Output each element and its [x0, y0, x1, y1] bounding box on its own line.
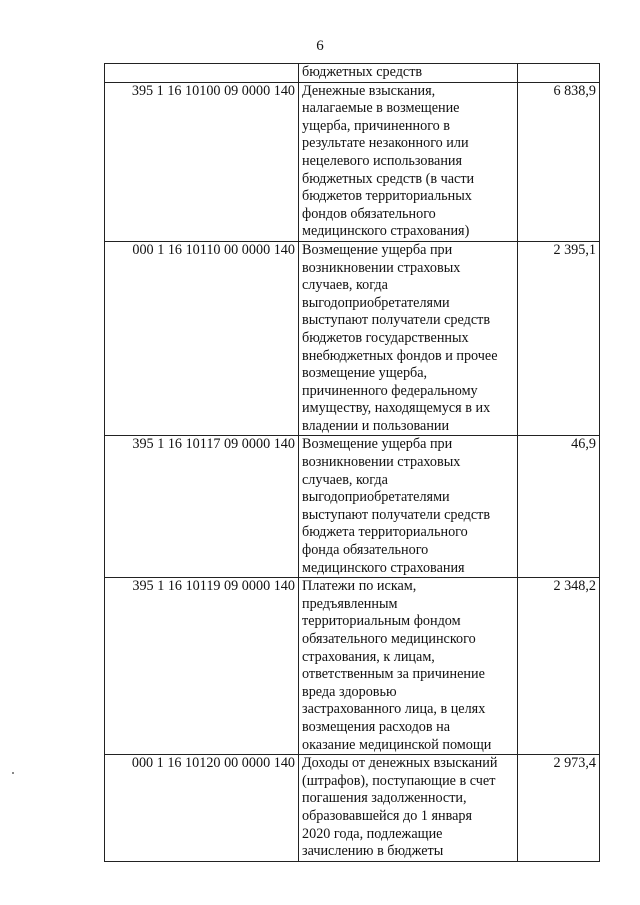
- description-line: вреда здоровью: [302, 683, 397, 700]
- description-cell: [299, 755, 518, 862]
- description-line: фондов обязательного: [302, 205, 436, 222]
- table-row: [105, 241, 600, 436]
- description-line: обязательного медицинского: [302, 631, 476, 647]
- description-cell: [299, 64, 518, 83]
- description-line: Денежные взыскания,: [302, 82, 436, 99]
- budget-code-cell: 395 1 16 10117 09 0000 140: [105, 436, 299, 578]
- table-row: [105, 64, 600, 83]
- amount-cell: 2 973,4: [518, 755, 600, 862]
- description-line: фонда обязательного: [302, 542, 429, 559]
- description-line: возникновении страховых: [302, 454, 461, 471]
- description-cell: [299, 82, 518, 241]
- description-cell: [299, 578, 518, 755]
- description-line: внебюджетных фондов и прочее: [302, 347, 498, 364]
- description-line: предъявленным: [302, 595, 398, 612]
- description-line: выступают получатели средств: [302, 506, 491, 523]
- amount-cell: [518, 64, 600, 83]
- description-line: бюджетов государственных: [302, 329, 469, 346]
- description-line: Платежи по искам,: [302, 578, 417, 595]
- budget-code-cell: [105, 64, 299, 83]
- description-line: бюджетных средств: [302, 64, 423, 80]
- budget-code-cell: 395 1 16 10119 09 0000 140: [105, 578, 299, 755]
- description-line: возмещения расходов на: [302, 718, 451, 735]
- amount-cell: 2 348,2: [518, 578, 600, 755]
- budget-code-cell: 395 1 16 10100 09 0000 140: [105, 82, 299, 241]
- table-row: [105, 82, 600, 241]
- description-cell: [299, 436, 518, 578]
- description-line: бюджета территориального: [302, 524, 468, 541]
- description-line: оказание медицинской помощи: [302, 736, 492, 753]
- revenue-table: [104, 63, 600, 862]
- table-row: [105, 436, 600, 578]
- description-line: причиненного федеральному: [302, 382, 478, 399]
- description-line: медицинского страхования: [302, 559, 465, 576]
- description-line: ущерба, причиненного в: [302, 117, 450, 134]
- scan-speck: [12, 772, 14, 774]
- budget-code-cell: 000 1 16 10110 00 0000 140: [105, 241, 299, 436]
- description-line: возникновении страховых: [302, 259, 461, 276]
- description-line: образовавшейся до 1 января: [302, 807, 473, 824]
- description-line: 2020 года, подлежащие: [302, 825, 443, 842]
- description-line: Возмещение ущерба при: [302, 436, 453, 453]
- page-number: 6: [316, 38, 324, 54]
- description-line: бюджетных средств (в части: [302, 170, 475, 187]
- description-line: застрахованного лица, в целях: [302, 701, 486, 718]
- description-line: выгодоприобретателями: [302, 294, 450, 311]
- description-line: случаев, когда: [302, 277, 388, 294]
- amount-cell: 2 395,1: [518, 241, 600, 436]
- description-line: медицинского страхования): [302, 223, 470, 240]
- amount-cell: 46,9: [518, 436, 600, 578]
- description-line: имуществу, находящемуся в их: [302, 400, 491, 417]
- description-line: Возмещение ущерба при: [302, 241, 453, 258]
- description-line: (штрафов), поступающие в счет: [302, 772, 496, 789]
- description-line: нецелевого использования: [302, 152, 463, 169]
- description-line: возмещение ущерба,: [302, 365, 428, 382]
- description-line: налагаемые в возмещение: [302, 100, 460, 117]
- description-line: выгодоприобретателями: [302, 489, 450, 506]
- table-row: [105, 755, 600, 862]
- description-line: владении и пользовании: [302, 417, 450, 434]
- description-line: бюджетов территориальных: [302, 188, 472, 205]
- description-cell: [299, 241, 518, 436]
- budget-code-cell: 000 1 16 10120 00 0000 140: [105, 755, 299, 862]
- table-row: [105, 578, 600, 755]
- description-line: территориальным фондом: [302, 613, 461, 630]
- description-line: результате незаконного или: [302, 135, 469, 152]
- description-line: выступают получатели средств: [302, 312, 491, 329]
- description-line: зачислению в бюджеты: [302, 843, 444, 860]
- description-line: Доходы от денежных взысканий: [302, 755, 498, 772]
- description-line: страхования, к лицам,: [302, 648, 435, 665]
- description-line: погашения задолженности,: [302, 790, 467, 807]
- amount-cell: 6 838,9: [518, 82, 600, 241]
- revenue-table-body: [105, 64, 600, 862]
- description-line: случаев, когда: [302, 471, 388, 488]
- description-line: ответственным за причинение: [302, 666, 485, 683]
